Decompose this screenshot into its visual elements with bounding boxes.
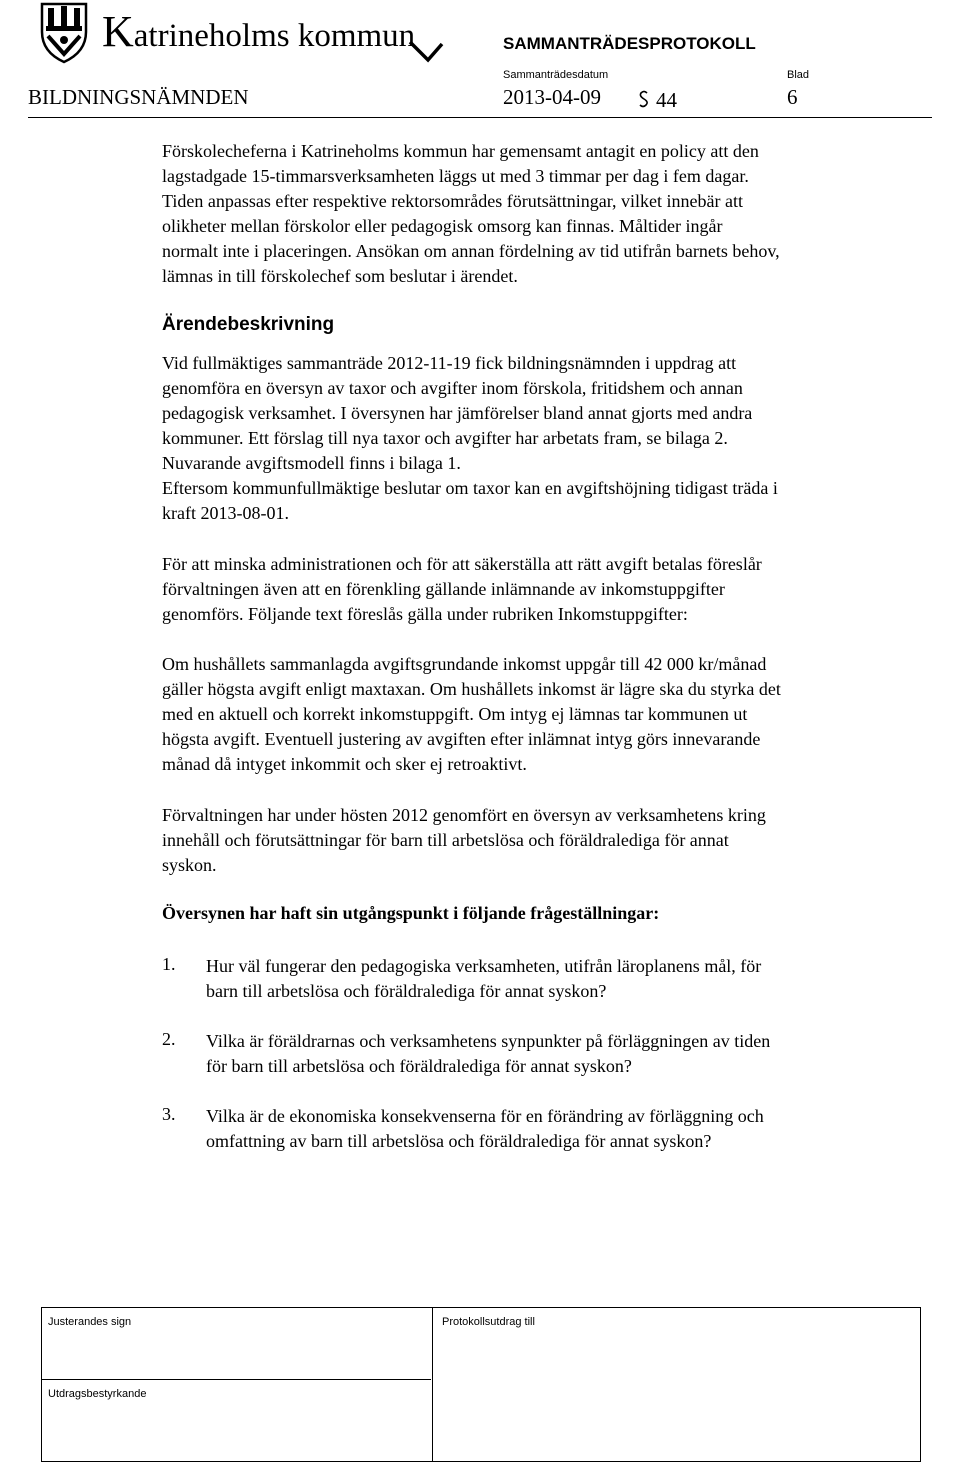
committee-name: BILDNINGSNÄMNDEN	[28, 85, 249, 109]
distribution-box	[432, 1307, 921, 1462]
text-line: Eftersom kommunfullmäktige beslutar om taxor kan en avgiftshöjning tidigast träda i	[162, 478, 778, 498]
text-line: gäller högsta avgift enligt maxtaxan. Om hushållets inkomst är lägre ska du styrka det	[162, 679, 781, 699]
utdrag-till-label: Protokollsutdrag till	[442, 1316, 535, 1328]
utdragsbestyrkande-label: Utdragsbestyrkande	[48, 1388, 147, 1400]
income-text-paragraph	[162, 652, 932, 777]
questions-heading: Översynen har haft sin utgångspunkt i följande frågeställningar:	[162, 903, 660, 923]
section-heading: Ärendebeskrivning	[162, 314, 335, 335]
list-number: 3.	[162, 1104, 176, 1124]
document-type: SAMMANTRÄDESPROTOKOLL	[503, 34, 756, 53]
text-line: Om hushållets sammanlagda avgiftsgrundande inkomst uppgår till 42 000 kr/månad	[162, 654, 767, 674]
date-label: Sammanträdesdatum	[503, 69, 609, 81]
text-line: kommuner. Ett förslag till nya taxor och avgifter har arbetats fram, se bilaga 2.	[162, 428, 728, 448]
header-divider	[28, 117, 932, 118]
text-line: Förskolecheferna i Katrineholms kommun har gemensamt antagit en policy att den	[162, 141, 759, 161]
text-line: pedagogisk verksamhet. I översynen har jämförelser bland annat gjorts med andra	[162, 403, 753, 423]
text-line: syskon.	[162, 855, 217, 875]
review-paragraph	[162, 803, 932, 878]
text-line: olikheter mellan förskolor eller pedagogisk omsorg kan finnas. Måltider ingår	[162, 216, 723, 236]
text-line: med en aktuell och korrekt inkomstuppgift. Om intyg ej lämnas tar kommunen ut	[162, 704, 748, 724]
text-line: Förvaltningen har under hösten 2012 genomfört en översyn av verksamhetens kring	[162, 805, 766, 825]
description-paragraph	[162, 351, 932, 526]
text-line: genomförs. Följande text föreslås gälla under rubriken Inkomstuppgifter:	[162, 604, 688, 624]
text-line: Hur väl fungerar den pedagogiska verksamheten, utifrån läroplanens mål, för	[206, 956, 762, 976]
text-line: förvaltningen även att en förenkling gällande inlämnande av inkomstuppgifter	[162, 579, 725, 599]
page-number: 6	[787, 85, 798, 109]
text-line: Vilka är de ekonomiska konsekvenserna för en förändring av förläggning och	[206, 1106, 764, 1126]
text-line: månad då intyget inkommit och sker ej retroaktivt.	[162, 754, 527, 774]
text-line: För att minska administrationen och för att säkerställa att rätt avgift betalas föreslår	[162, 554, 762, 574]
text-line: genomföra en översyn av taxor och avgifter inom förskola, fritidshem och annan	[162, 378, 743, 398]
list-item	[206, 1104, 764, 1154]
text-line: för barn till arbetslösa och föräldralediga för annat syskon?	[206, 1056, 632, 1076]
page-label: Blad	[787, 69, 810, 81]
text-line: Vilka är föräldrarnas och verksamhetens synpunkter på förläggningen av tiden	[206, 1031, 771, 1051]
text-line: lagstadgade 15-timmarsverksamheten läggs ut med 3 timmar per dag i fem dagar.	[162, 166, 749, 186]
list-item	[206, 1029, 770, 1079]
brand-swoosh-mark	[408, 38, 444, 64]
list-number: 2.	[162, 1029, 176, 1049]
paragraph-number: 44	[656, 88, 677, 112]
section-symbol-icon	[638, 90, 650, 110]
brand-rest: atrineholms kommun	[133, 18, 416, 54]
text-line: lämnas in till förskolechef som beslutar i ärendet.	[162, 266, 518, 286]
justering-label: Justerandes sign	[48, 1316, 132, 1328]
list-number: 1.	[162, 954, 176, 974]
text-line: Tiden anpassas efter respektive rektorsområdes förutsättningar, vilket innebär att	[162, 191, 743, 211]
text-line: kraft 2013-08-01.	[162, 503, 289, 523]
text-line: normalt inte i placeringen. Ansökan om annan fördelning av tid utifrån barnets behov,	[162, 241, 780, 261]
text-line: Nuvarande avgiftsmodell finns i bilaga 1.	[162, 453, 461, 473]
proposal-paragraph	[162, 552, 932, 627]
municipality-coat-of-arms-logo	[38, 2, 90, 64]
brand-name	[102, 7, 416, 56]
brand-initial: K	[102, 7, 134, 56]
text-line: omfattning av barn till arbetslösa och föräldralediga för annat syskon?	[206, 1131, 712, 1151]
list-item	[206, 954, 761, 1004]
meeting-date: 2013-04-09	[503, 85, 601, 109]
text-line: högsta avgift. Eventuell justering av avgiften efter inlämnat intyg görs innevarande	[162, 729, 761, 749]
intro-paragraph	[162, 139, 932, 289]
text-line: innehåll och förutsättningar för barn till arbetslösa och föräldralediga för annat	[162, 830, 729, 850]
text-line: Vid fullmäktiges sammanträde 2012-11-19 fick bildningsnämnden i uppdrag att	[162, 353, 737, 373]
text-line: barn till arbetslösa och föräldralediga för annat syskon?	[206, 981, 607, 1001]
